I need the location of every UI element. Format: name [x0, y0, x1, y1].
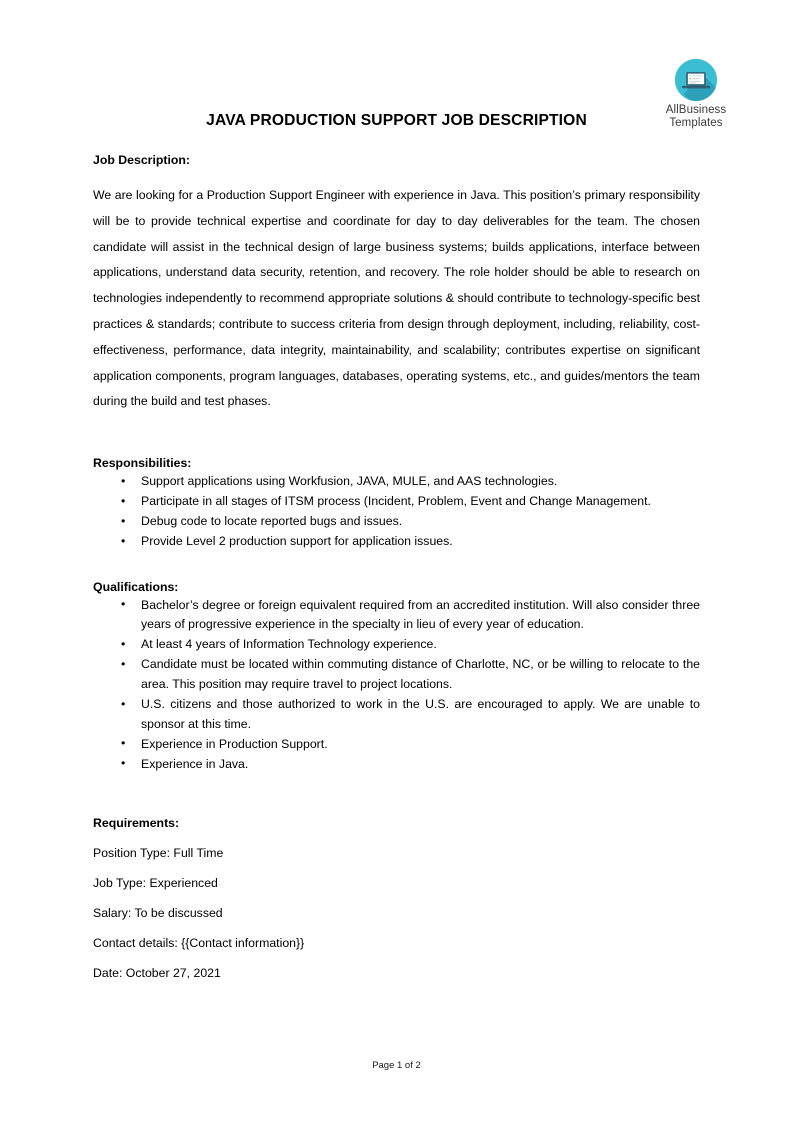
list-item: • At least 4 years of Information Technology experience.: [93, 635, 700, 655]
requirement-job-type: Job Type: Experienced: [93, 875, 218, 890]
qualifications-list: [93, 596, 700, 775]
page-footer: [0, 1060, 793, 1071]
section-heading-responsibilities: Responsibilities:: [93, 456, 192, 471]
logo-wordmark-line1: AllBusiness: [665, 104, 727, 116]
list-item: • Experience in Java.: [93, 755, 700, 775]
list-item: • Debug code to locate reported bugs and issues.: [93, 512, 700, 532]
list-item: • Support applications using Workfusion, JAVA, MULE, and AAS technologies.: [93, 472, 700, 492]
requirement-salary: Salary: To be discussed: [93, 905, 223, 920]
list-item: • Provide Level 2 production support for application issues.: [93, 532, 700, 552]
logo-wordmark-line2: Templates: [669, 117, 723, 129]
responsibilities-list: [93, 472, 700, 552]
requirement-contact-details: Contact details: {{Contact information}}: [93, 935, 305, 950]
list-item: • Participate in all stages of ITSM process (Incident, Problem, Event and Change Management.: [93, 492, 700, 512]
spacer: [93, 415, 700, 455]
section-heading-qualifications: Qualifications:: [93, 579, 179, 594]
list-item: • Candidate must be located within commuting distance of Charlotte, NC, or be willing to relocate to the area. This position may require travel to project locations.: [93, 655, 700, 694]
section-heading-requirements: Requirements:: [93, 815, 180, 830]
spacer: [93, 775, 700, 815]
requirement-date: Date: October 27, 2021: [93, 965, 221, 980]
list-item: • U.S. citizens and those authorized to work in the U.S. are encouraged to apply. We are unable to sponsor at this time.: [93, 695, 700, 734]
document-body: [93, 0, 700, 982]
job-description-paragraph: We are looking for a Production Support Engineer with experience in Java. This position’s primary responsibility will be to provide technical expertise and coordinate for day to day deliverables for the team. The chosen candidate will assist in the technical design of large business systems; builds applications, interface between applications, understand data security, retention, and recovery. The role holder should be able to research on technologies independently to recommend appropriate solutions & should contribute to technology-specific best practices & standards; contribute to success criteria from design through deployment, including, reliability, cost-effectiveness, performance, data integrity, maintainability, and scalability; contributes expertise on significant application components, program languages, databases, operating systems, etc., and guides/mentors the team during the build and test phases.: [93, 188, 700, 409]
page-indicator: Page 1 of 2: [372, 1060, 421, 1071]
requirement-position-type: Position Type: Full Time: [93, 845, 224, 860]
section-heading-job-description: Job Description:: [93, 153, 191, 167]
spacer: [93, 553, 700, 579]
list-item: • Experience in Production Support.: [93, 735, 700, 755]
page-title: JAVA PRODUCTION SUPPORT JOB DESCRIPTION: [206, 112, 587, 129]
list-item: • Bachelor’s degree or foreign equivalent required from an accredited institution. Will also consider three years of progressive experience in the specialty in lieu of every year of education.: [93, 596, 700, 635]
